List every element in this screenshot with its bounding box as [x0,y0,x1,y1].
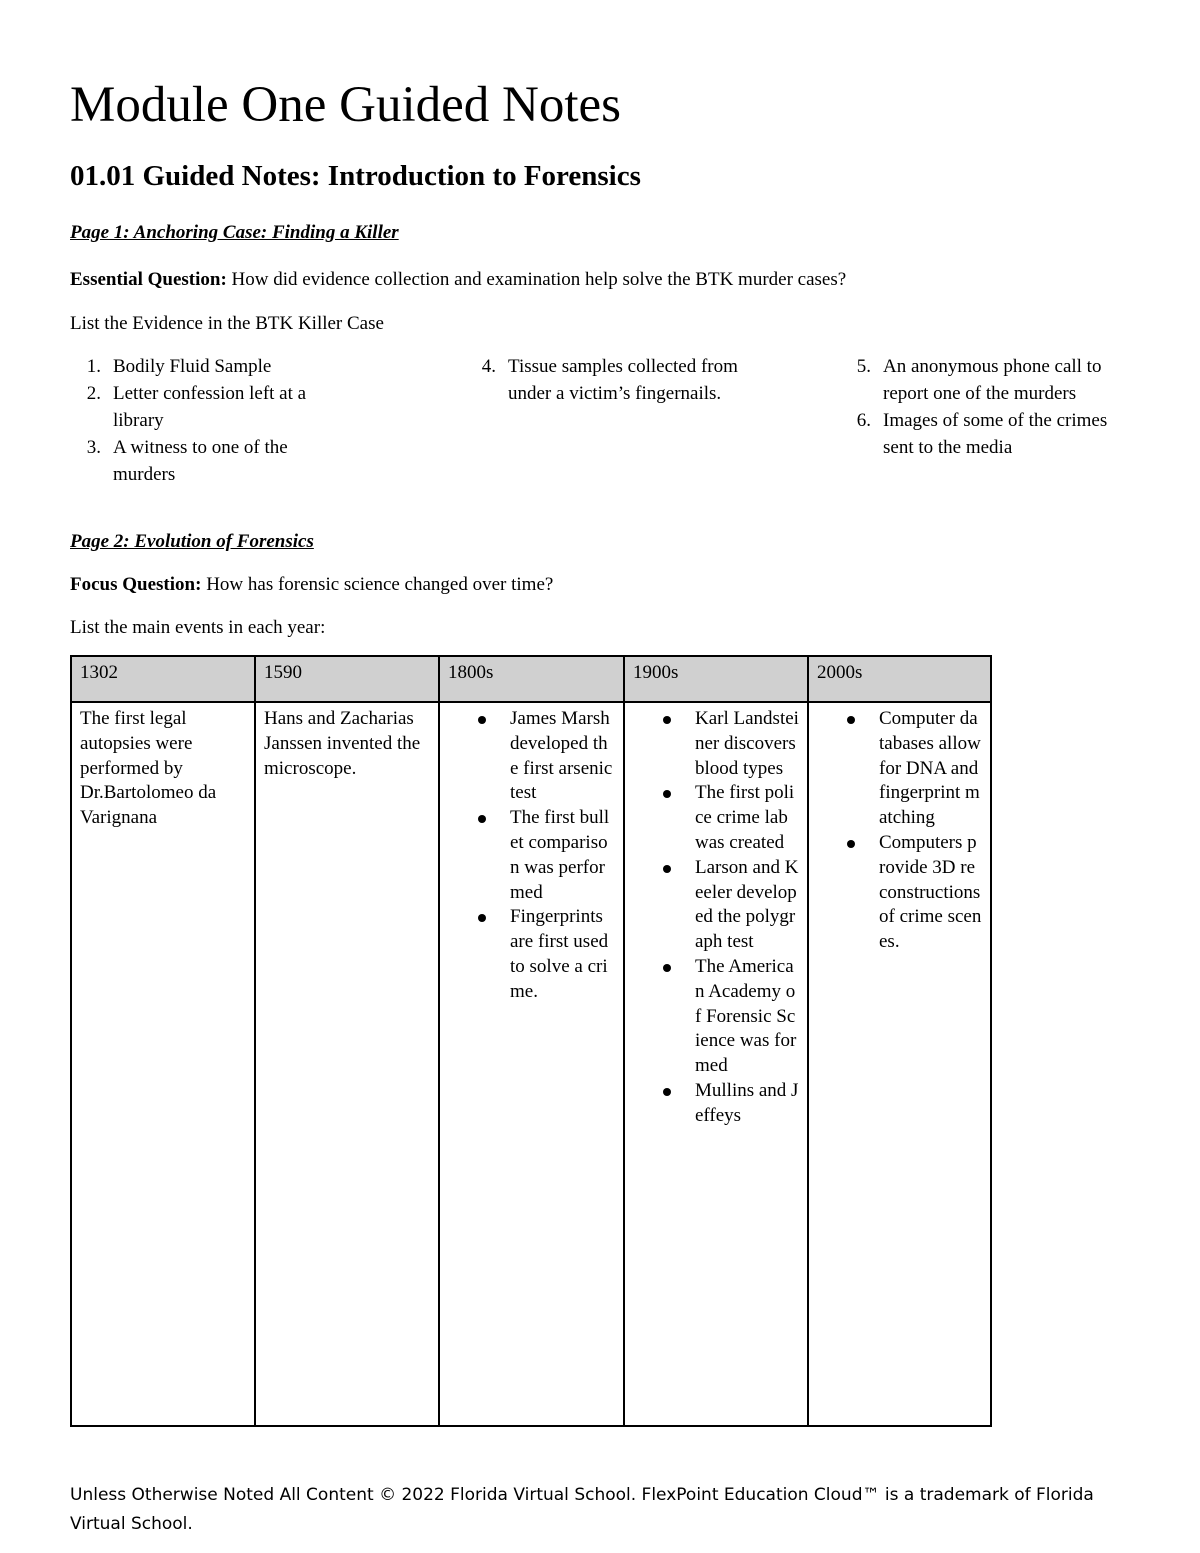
bullet-icon [847,716,855,724]
list-item [817,831,982,955]
list-item [817,707,982,831]
focus-question [70,573,553,597]
bullet-icon [478,815,486,823]
evidence-number: 4. [481,356,496,377]
page-title: Module One Guided Notes [70,77,621,133]
bullet-icon [663,716,671,724]
event-text: Larson and Keeler developed the polygraph test [695,856,799,953]
events-list-2000s [817,707,982,955]
evidence-text: Images of some of the crimes sent to the media [883,410,1108,458]
events-list-1800s [448,707,615,1005]
event-text: Karl Landsteiner discovers blood types [695,708,799,779]
essential-question [70,268,846,292]
bullet-icon [663,790,671,798]
list-item [633,707,799,781]
list-item [633,781,799,855]
event-text: The first legal autopsies were performed by Dr.Bartolomeo da Varignana [80,708,217,829]
evidence-list-intro: List the Evidence in the BTK Killer Case [70,313,384,334]
header-1302: 1302 [71,656,255,702]
list-item [633,955,799,1079]
evidence-text: Tissue samples collected from under a victim’s fingernails. [508,356,738,404]
header-1590: 1590 [255,656,439,702]
evidence-text: Letter confession left at a library [113,383,307,431]
list-item [633,1079,799,1129]
list-item [448,707,615,806]
evidence-text: A witness to one of the murders [113,437,288,485]
table-header-row [71,656,991,702]
cell-1302 [71,702,255,1426]
event-text: Fingerprints are first used to solve a crime. [510,906,609,1002]
evidence-text: Bodily Fluid Sample [113,356,272,377]
evidence-number: 5. [856,356,871,377]
evidence-number: 3. [86,437,101,458]
list-item [633,856,799,955]
cell-1800s [439,702,624,1426]
timeline-table [70,655,992,1427]
event-text: Hans and Zacharias Janssen invented the microscope. [264,708,421,779]
evidence-number: 2. [86,383,101,404]
evidence-number: 1. [86,356,101,377]
cell-1900s [624,702,808,1426]
evidence-text: An anonymous phone call to report one of the murders [883,356,1102,404]
table-row [71,702,991,1426]
section-heading-page2: Page 2: Evolution of Forensics [70,531,314,552]
bullet-icon [663,1088,671,1096]
evidence-item [466,353,766,407]
event-text: Computer databases allow for DNA and fingerprint matching [879,708,981,829]
event-text: Mullins and Jeffeys [695,1079,799,1126]
essential-question-text: How did evidence collection and examination help solve the BTK murder cases? [226,269,847,290]
evidence-item [71,434,371,488]
bullet-icon [847,840,855,848]
bullet-icon [478,914,486,922]
header-1900s: 1900s [624,656,808,702]
evidence-item [841,353,1141,407]
evidence-number: 6. [856,410,871,431]
list-item [448,806,615,905]
bullet-icon [478,716,486,724]
header-1800s: 1800s [439,656,624,702]
evidence-column-1 [71,353,371,488]
event-text: James Marsh developed the first arsenic test [510,708,613,804]
event-text: The first bullet comparison was performed [510,807,610,903]
evidence-column-2 [466,353,766,407]
events-list-1900s [633,707,799,1129]
evidence-item [71,380,371,434]
lesson-subtitle: 01.01 Guided Notes: Introduction to Forensics [70,160,641,192]
copyright-footer: Unless Otherwise Noted All Content © 2022 Florida Virtual School. FlexPoint Education Cloud™ is a trademark of Florida Virtual School. [70,1485,1094,1534]
focus-question-label: Focus Question: [70,574,202,595]
cell-2000s [808,702,991,1426]
list-item [448,905,615,1004]
event-text: Computers provide 3D reconstructions of crime scenes. [879,831,982,953]
evidence-item [71,353,371,380]
evidence-item [841,407,1141,461]
evidence-column-3 [841,353,1141,461]
bullet-icon [663,964,671,972]
cell-1590 [255,702,439,1426]
bullet-icon [663,865,671,873]
section-heading-page1: Page 1: Anchoring Case: Finding a Killer [70,222,399,243]
event-text: The first police crime lab was created [695,782,795,853]
focus-question-text: How has forensic science changed over time? [201,574,554,595]
events-list-intro: List the main events in each year: [70,617,326,638]
event-text: The American Academy of Forensic Science was formed [695,955,797,1077]
header-2000s: 2000s [808,656,991,702]
essential-question-label: Essential Question: [70,269,227,290]
